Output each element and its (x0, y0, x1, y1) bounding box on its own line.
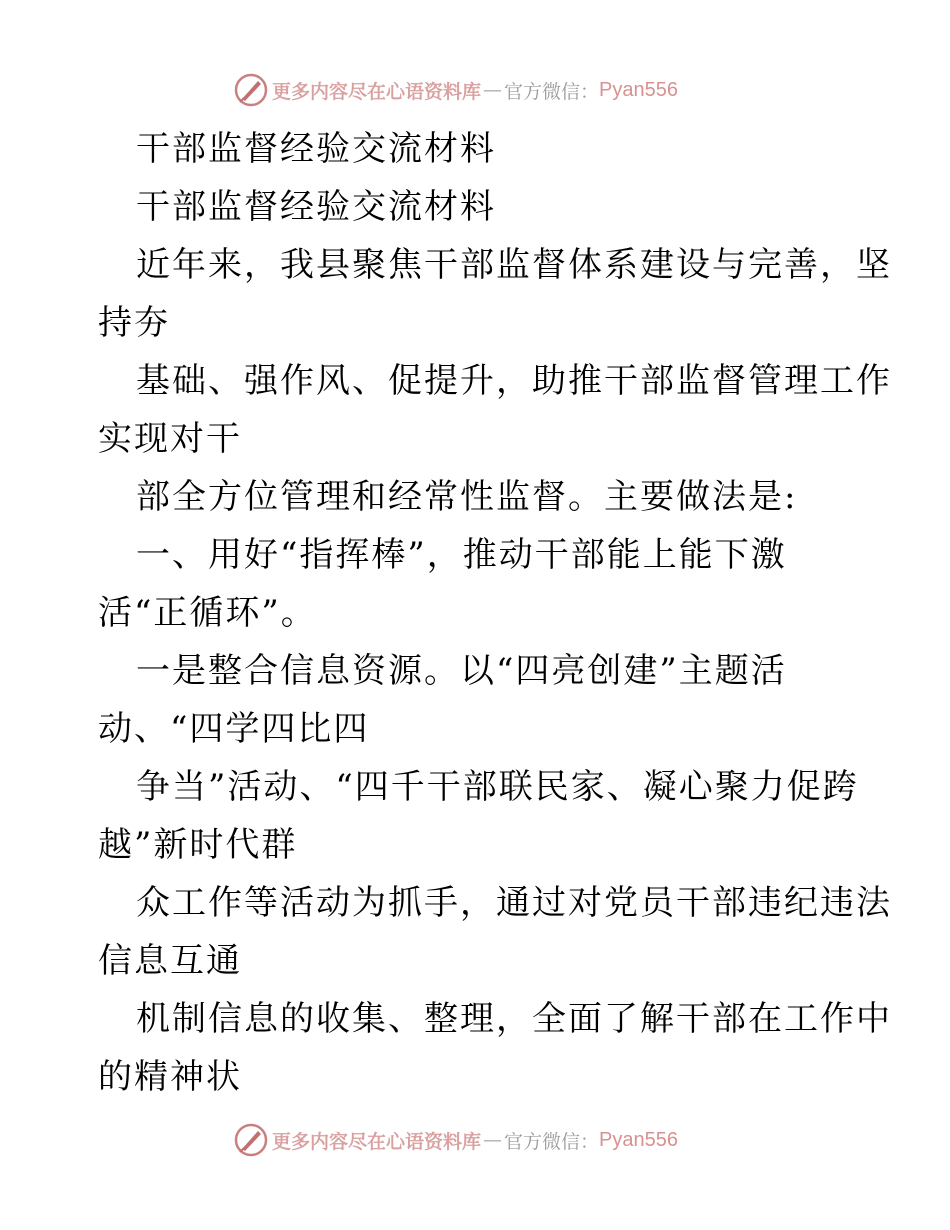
text-line: 实现对干 (98, 419, 242, 459)
text-line: 争当”活动、“四千干部联民家、凝心聚力促跨 (136, 767, 859, 807)
text-line: 动、“四学四比四 (98, 709, 370, 749)
text-line: 干部监督经验交流材料 (136, 187, 496, 227)
banner-separator: — (483, 1129, 503, 1151)
text-line: 近年来，我县聚焦干部监督体系建设与完善，坚 (136, 245, 892, 285)
banner-handle: Pyan556 (599, 78, 678, 101)
text-line: 越”新时代群 (98, 825, 298, 865)
quill-logo-icon (234, 1123, 268, 1157)
banner-label: 官方微信： (504, 1130, 600, 1153)
footer-watermark-banner (234, 1120, 678, 1160)
text-line: 一是整合信息资源。以“四亮创建”主题活 (136, 651, 787, 691)
banner-main-text: 更多内容尽在心语资料库 (272, 80, 482, 103)
text-line: 基础、强作风、促提升，助推干部监督管理工作 (136, 361, 892, 401)
banner-main-text: 更多内容尽在心语资料库 (272, 1130, 482, 1153)
header-watermark-banner (234, 70, 678, 110)
text-line: 活“正循环”。 (98, 593, 317, 633)
text-line: 信息互通 (98, 941, 242, 981)
text-line: 部全方位管理和经常性监督。主要做法是: (136, 477, 798, 517)
document-body (98, 120, 892, 1106)
text-line: 一、用好“指挥棒”，推动干部能上能下激 (136, 535, 787, 575)
banner-label: 官方微信： (504, 80, 600, 103)
text-line: 众工作等活动为抓手，通过对党员干部违纪违法 (136, 883, 892, 923)
banner-separator: — (483, 79, 503, 101)
text-line: 的精神状 (98, 1057, 242, 1097)
text-line: 干部监督经验交流材料 (136, 129, 496, 169)
banner-handle: Pyan556 (599, 1128, 678, 1151)
text-line: 持夯 (98, 303, 170, 343)
text-line: 机制信息的收集、整理，全面了解干部在工作中 (136, 999, 892, 1039)
quill-logo-icon (234, 73, 268, 107)
